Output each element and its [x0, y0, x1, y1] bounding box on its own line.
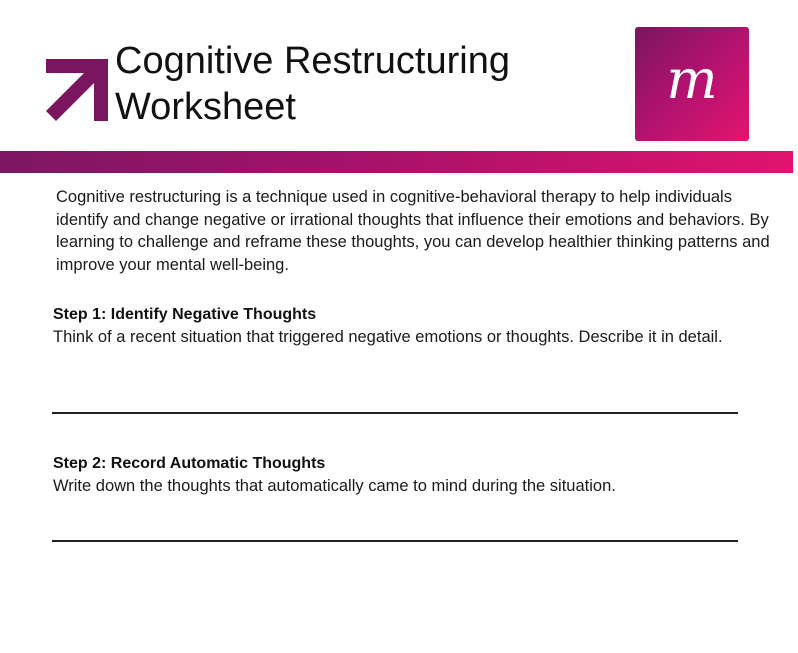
title-line-1: Cognitive Restructuring — [115, 40, 510, 82]
step-2-answer-line[interactable] — [52, 540, 738, 542]
step-1 — [53, 304, 743, 349]
step-2-instructions: Write down the thoughts that automatically came to mind during the situation. — [53, 477, 616, 495]
brand-logo — [635, 27, 749, 141]
logo-letter: m — [666, 48, 718, 111]
step-2-heading: Step 2: Record Automatic Thoughts — [53, 455, 326, 472]
step-1-heading: Step 1: Identify Negative Thoughts — [53, 306, 317, 323]
arrow-up-right-icon — [46, 59, 108, 121]
intro-paragraph: Cognitive restructuring is a technique used in cognitive-behavioral therapy to help individuals identify and change negative or irrational thoughts that influence their emotions and behaviors. By learning to challenge and reframe these thoughts, you can develop healthier thinking patterns and improve your mental well-being. — [56, 188, 770, 274]
step-2 — [53, 453, 753, 498]
step-1-answer-line[interactable] — [52, 412, 738, 414]
title-line-2: Worksheet — [115, 86, 296, 128]
step-1-instructions: Think of a recent situation that triggered negative emotions or thoughts. Describe it in detail. — [53, 328, 723, 346]
page-title — [115, 38, 615, 130]
header-band — [0, 151, 793, 173]
